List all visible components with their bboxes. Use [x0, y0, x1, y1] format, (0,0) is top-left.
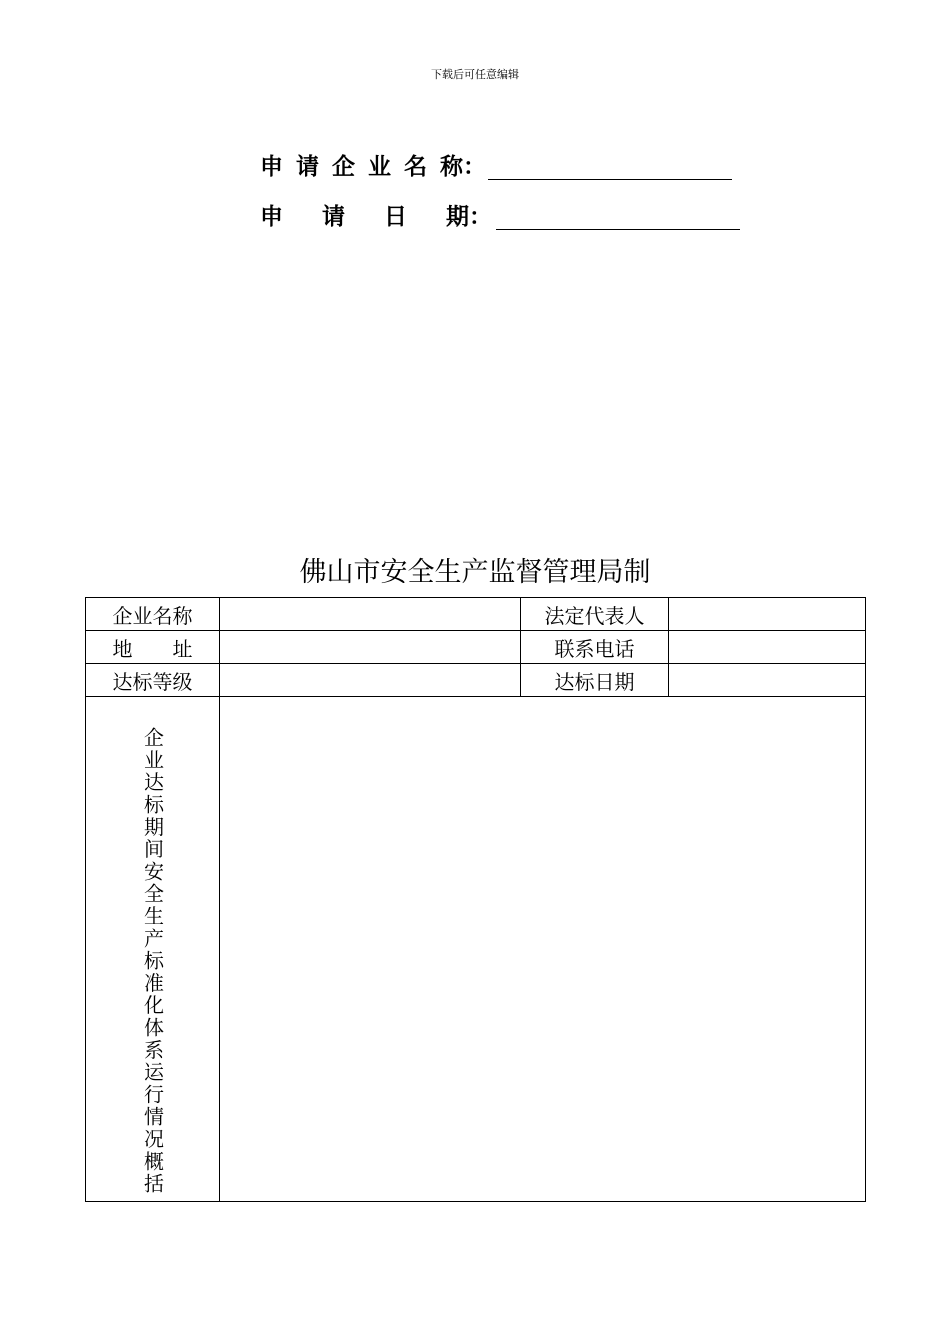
address-cell-value[interactable]: [220, 631, 521, 664]
label-char: 请: [296, 154, 319, 180]
colon: ：: [469, 204, 492, 230]
label-char: 申: [260, 154, 283, 180]
company-name-cell-value[interactable]: [220, 598, 521, 631]
info-table: [85, 597, 866, 1202]
agency-title: 佛山市安全生产监督管理局制: [299, 557, 651, 588]
company-name-row: [260, 132, 750, 182]
address-cell-label: 地 址: [86, 631, 220, 664]
grade-cell-value[interactable]: [220, 664, 521, 697]
label-char: 请: [322, 204, 345, 230]
label-char: 企: [332, 154, 355, 180]
label-char: 称: [440, 154, 463, 180]
summary-cell-value[interactable]: [220, 697, 866, 1202]
phone-cell-label: 联系电话: [521, 631, 669, 664]
table-row: [86, 697, 866, 1202]
application-info: [260, 132, 750, 232]
date-cell-value[interactable]: [669, 664, 866, 697]
application-date-row: [260, 182, 750, 232]
date-cell-label: 达标日期: [521, 664, 669, 697]
summary-cell-label: [86, 697, 220, 1202]
label-char: 申: [260, 204, 283, 230]
company-name-label: [260, 152, 463, 182]
label-char: 期: [446, 204, 469, 230]
legal-rep-cell-value[interactable]: [669, 598, 866, 631]
table-row: [86, 598, 866, 631]
application-date-label: [260, 202, 469, 232]
label-char: 业: [368, 154, 391, 180]
legal-rep-cell-label: 法定代表人: [521, 598, 669, 631]
label-char: 名: [404, 154, 427, 180]
application-date-blank[interactable]: [496, 203, 740, 230]
phone-cell-value[interactable]: [669, 631, 866, 664]
header-note: 下载后可任意编辑: [431, 68, 519, 81]
colon: ：: [463, 154, 486, 180]
summary-label: 企业达标期间安全生产标准化体系运行情况概括: [140, 726, 165, 1196]
company-name-blank[interactable]: [488, 153, 732, 180]
table-row: [86, 664, 866, 697]
table-row: [86, 631, 866, 664]
grade-cell-label: 达标等级: [86, 664, 220, 697]
company-name-cell-label: 企业名称: [86, 598, 220, 631]
label-char: 日: [384, 204, 407, 230]
